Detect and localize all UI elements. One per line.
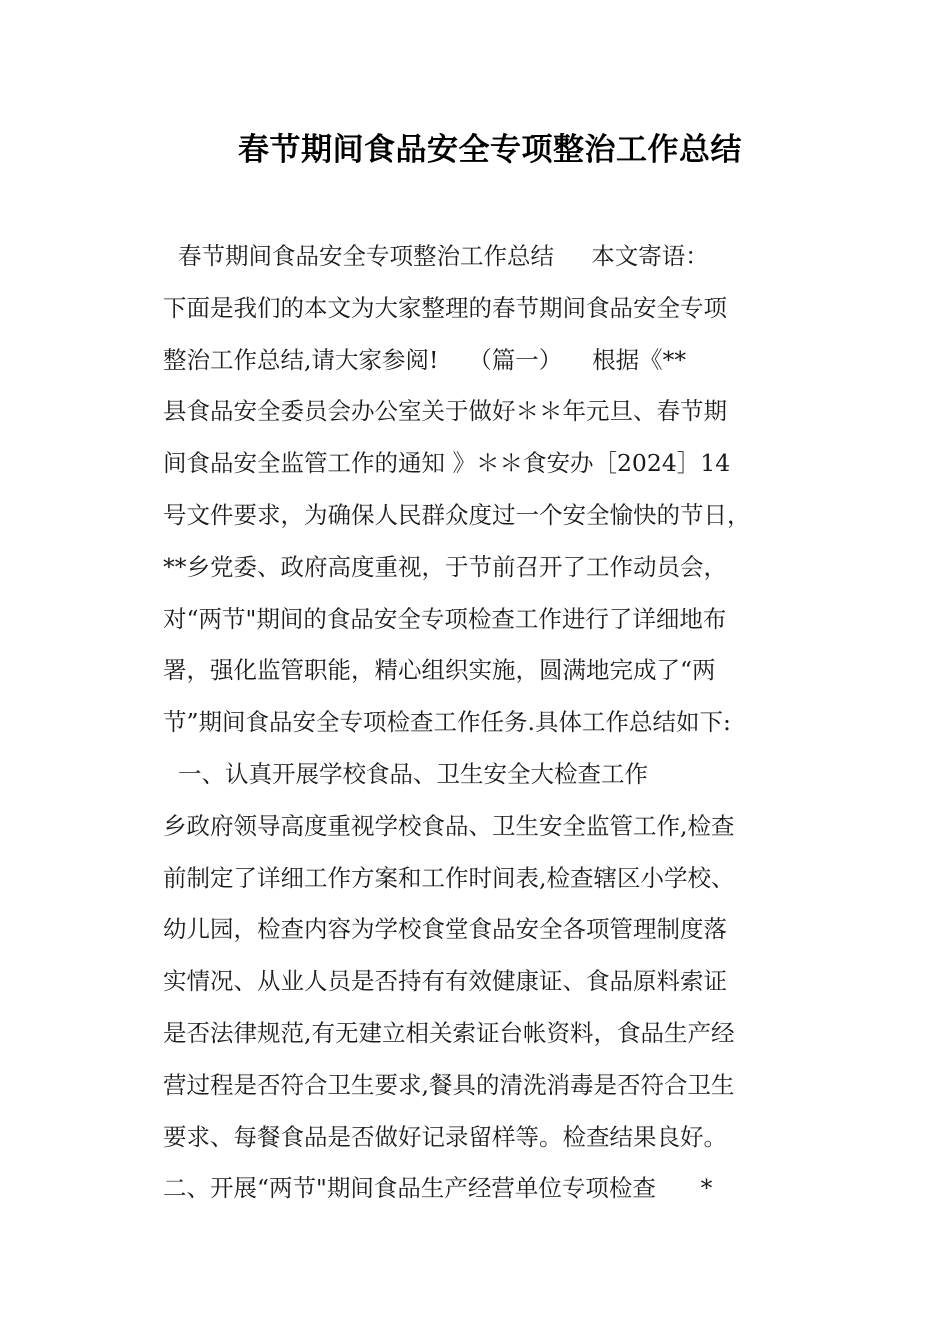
body-line: 春节期间食品安全专项整治工作总结 本文寄语： (163, 242, 709, 270)
body-line: 前制定了详细工作方案和工作时间表,检查辖区小学校、 (163, 863, 735, 892)
body-line: 县食品安全委员会办公室关于做好＊＊年元旦、春节期 (163, 397, 727, 426)
body-line: 下面是我们的本文为大家整理的春节期间食品安全专项 (163, 293, 727, 322)
body-line: 是否法律规范,有无建立相关索证台帐资料，食品生产经 (163, 1018, 735, 1047)
body-line: 节”期间食品安全专项检查工作任务.具体工作总结如下: (163, 708, 731, 737)
body-line: 要求、每餐食品是否做好记录留样等。检查结果良好。 (163, 1122, 727, 1151)
section-heading: 二、开展“两节"期间食品生产经营单位专项检查 * (163, 1174, 713, 1203)
body-line: 署，强化监管职能，精心组织实施，圆满地完成了“两 (163, 656, 716, 685)
body-line: 整治工作总结,请大家参阅! （篇一） 根据《** (163, 345, 687, 374)
body-line: 实情况、从业人员是否持有有效健康证、食品原料索证 (163, 967, 727, 996)
body-line: 间食品安全监管工作的通知 》＊＊食安办［2024］14 (163, 449, 731, 478)
body-line: **乡党委、政府高度重视，于节前召开了工作动员会， (163, 552, 727, 581)
body-line: 幼儿园，检查内容为学校食堂食品安全各项管理制度落 (163, 915, 727, 944)
body-line: 号文件要求，为确保人民群众度过一个安全愉快的节日， (163, 500, 751, 529)
body-line: 营过程是否符合卫生要求,餐具的清洗消毒是否符合卫生 (163, 1070, 735, 1099)
body-line: 乡政府领导高度重视学校食品、卫生安全监管工作,检查 (163, 811, 735, 840)
document-title: 春节期间食品安全专项整治工作总结 (238, 132, 742, 168)
document-body (163, 234, 803, 1218)
body-line: 对“两节"期间的食品安全专项检查工作进行了详细地布 (163, 604, 727, 633)
section-heading: 一、认真开展学校食品、卫生安全大检查工作 (163, 759, 648, 788)
